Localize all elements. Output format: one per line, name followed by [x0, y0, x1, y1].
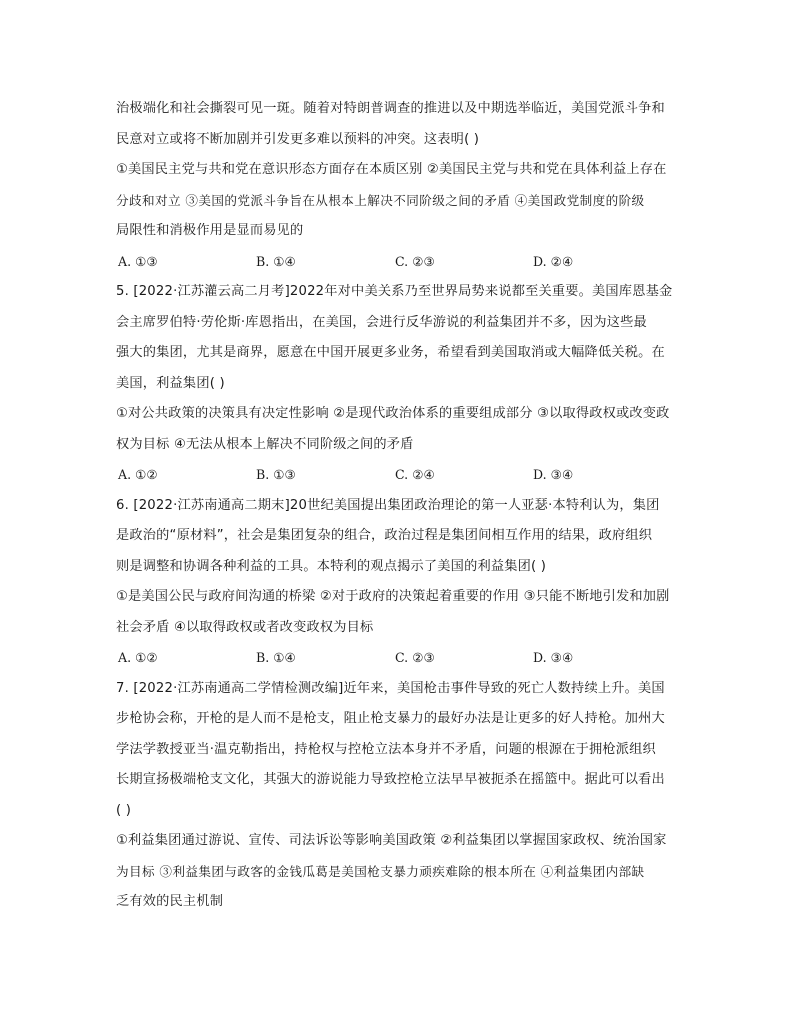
q7-option-line: 为目标 ③利益集团与政客的金钱瓜葛是美国枪支暴力顽疾难除的根本所在 ④利益集团内部缺 [116, 863, 645, 879]
q7-stem-line: ( ) [116, 802, 132, 818]
q6-stem-line: 则是调整和协调各种利益的工具。本特利的观点揭示了美国的利益集团( ) [116, 558, 547, 574]
question-5 [116, 277, 682, 491]
question-7 [116, 674, 682, 918]
choice-c[interactable]: C. ②③ [395, 253, 435, 269]
choice-a[interactable]: A. ①② [118, 467, 158, 482]
question-4 [116, 94, 682, 277]
q4-choices [116, 247, 682, 278]
q4-stem-line: 治极端化和社会撕裂可见一斑。随着对特朗普调查的推进以及中期选举临近，美国党派斗争和 [116, 101, 665, 116]
q6-option-line: ①是美国公民与政府间沟通的桥梁 ②对于政府的决策起着重要的作用 ③只能不断地引发和加剧 [116, 589, 670, 604]
choice-b[interactable]: B. ①③ [256, 467, 296, 482]
q4-option-line: 分歧和对立 ③美国的党派斗争旨在从根本上解决不同阶级之间的矛盾 ④美国政党制度的阶级 [116, 192, 645, 208]
q7-option-line: ①利益集团通过游说、宣传、司法诉讼等影响美国政策 ②利益集团以掌握国家政权、统治国家 [116, 833, 667, 848]
q4-option-line: 局限性和消极作用是显而易见的 [116, 223, 304, 238]
q7-stem-line: 步枪协会称，开枪的是人而不是枪支，阻止枪支暴力的最好办法是让更多的好人持枪。加州大 [116, 711, 665, 726]
choice-d[interactable]: D. ②④ [533, 253, 574, 269]
q6-option-line: 社会矛盾 ④以取得政权或者改变政权为目标 [116, 619, 374, 635]
choice-c[interactable]: C. ②③ [395, 650, 435, 665]
q7-option-line: 乏有效的民主机制 [116, 894, 224, 909]
choice-d[interactable]: D. ③④ [533, 467, 574, 482]
q5-option-line: ①对公共政策的决策具有决定性影响 ②是现代政治体系的重要组成部分 ③以取得政权或改变政 [116, 406, 670, 421]
q5-choices [116, 460, 682, 491]
choice-a[interactable]: A. ①③ [118, 253, 158, 269]
q5-stem-line: 美国，利益集团( ) [116, 375, 225, 391]
choice-b[interactable]: B. ①④ [256, 253, 296, 269]
q5-stem-line: 5. [2022·江苏灌云高二月考]2022年对中美关系乃至世界局势来说都至关重要。美国库恩基金 [116, 284, 673, 299]
choice-b[interactable]: B. ①④ [256, 650, 296, 665]
q5-stem-line: 会主席罗伯特·劳伦斯·库恩指出，在美国，会进行反华游说的利益集团并不多，因为这些最 [116, 314, 647, 330]
q5-option-line: 权为目标 ④无法从根本上解决不同阶级之间的矛盾 [116, 436, 414, 452]
q6-stem-line: 6. [2022·江苏南通高二期末]20世纪美国提出集团政治理论的第一人亚瑟·本特利认为，集团 [116, 497, 660, 513]
q4-stem-line: 民意对立或将不断加剧并引发更多难以预料的冲突。这表明( ) [116, 131, 480, 147]
document-page [116, 94, 682, 918]
q6-stem-line: 是政治的“原材料”，社会是集团复杂的组合，政治过程是集团间相互作用的结果，政府组织 [116, 528, 653, 543]
choice-d[interactable]: D. ③④ [533, 650, 574, 665]
q6-choices [116, 643, 682, 674]
q7-stem-line: 7. [2022·江苏南通高二学情检测改编]近年来，美国枪击事件导致的死亡人数持续上升。美国 [116, 680, 665, 696]
q7-stem-line: 学法学教授亚当·温克勒指出，持枪权与控枪立法本身并不矛盾，问题的根源在于拥枪派组织 [116, 741, 656, 757]
choice-c[interactable]: C. ②④ [395, 467, 435, 482]
q5-stem-line: 强大的集团，尤其是商界，愿意在中国开展更多业务，希望看到美国取消或大幅降低关税。在 [116, 345, 665, 360]
q4-option-line: ①美国民主党与共和党在意识形态方面存在本质区别 ②美国民主党与共和党在具体利益上存在 [116, 162, 667, 177]
question-6 [116, 491, 682, 674]
q7-stem-line: 长期宣扬极端枪支文化，其强大的游说能力导致控枪立法早早被扼杀在摇篮中。据此可以看出 [116, 772, 665, 787]
choice-a[interactable]: A. ①② [118, 650, 158, 665]
